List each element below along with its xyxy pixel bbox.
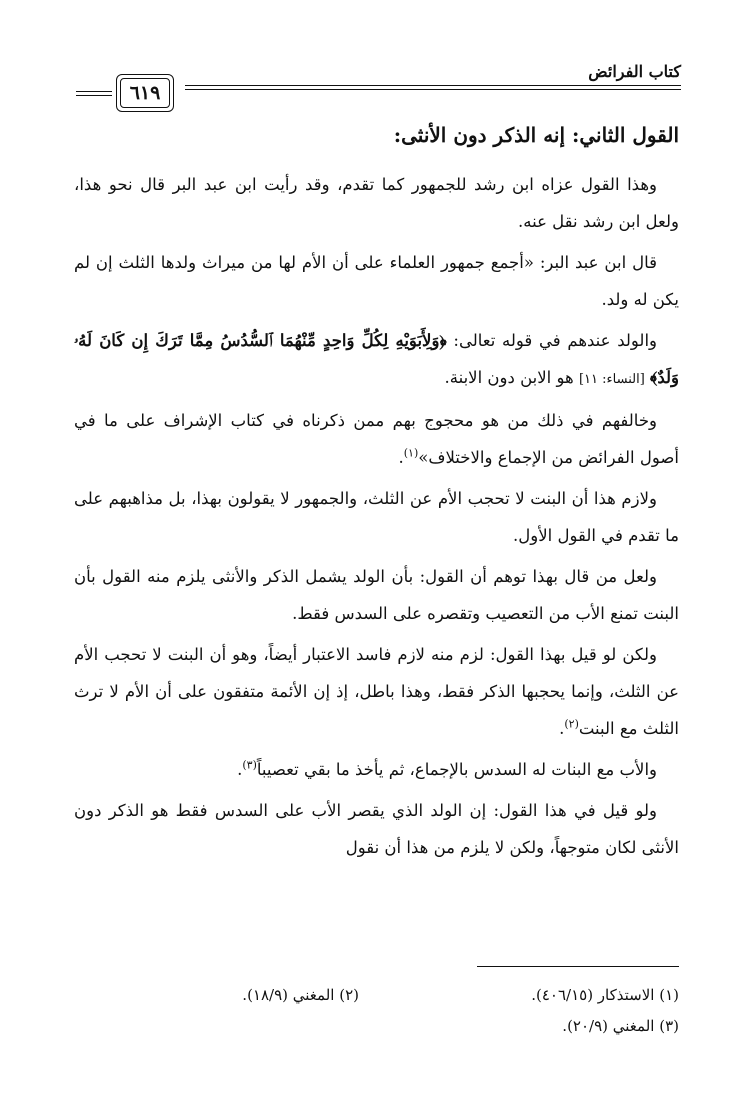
- paragraph-end: .: [237, 760, 243, 779]
- page-number-box: [116, 74, 174, 112]
- header-rule-right-top: [185, 85, 681, 86]
- footnote-rule: [477, 966, 679, 967]
- paragraph-text: ولكن لو قيل بهذا القول: لزم منه لازم فاسد الاعتبار أيضاً، وهو أن البنت لا تحجب الأم عن الثلث، وإنما يحجبها الذكر فقط، وهذا باطل، إذ إن الأئمة متفقون على أن الأم لا ترث الثلث مع البنت: [74, 645, 679, 738]
- running-title: كتاب الفرائض: [588, 62, 681, 81]
- header-rule-left-bottom: [76, 95, 112, 96]
- paragraph-text: وهذا القول عزاه ابن رشد للجمهور كما تقدم، وقد رأيت ابن عبد البر قال نحو هذا، ولعل ابن رشد نقل عنه.: [74, 175, 679, 231]
- header-rule-left-top: [76, 91, 112, 92]
- paragraph: [74, 322, 679, 398]
- paragraph: [74, 636, 679, 747]
- paragraph: [74, 166, 679, 240]
- paragraph-text: هو الابن دون الابنة.: [444, 368, 579, 387]
- paragraph: [74, 244, 679, 318]
- footnotes: [74, 980, 679, 1042]
- paragraph-text: والولد عندهم في قوله تعالى:: [446, 331, 657, 350]
- paragraph: [74, 792, 679, 866]
- footnote-marker: (١): [403, 446, 419, 460]
- footnote-1: (١) الاستذكار (٤٠٦/١٥).: [531, 986, 679, 1004]
- paragraph: [74, 402, 679, 476]
- footnote-row: [74, 1011, 679, 1042]
- footnote-marker: (٢): [564, 717, 579, 731]
- paragraph-text: ولعل من قال بهذا توهم أن القول: بأن الولد يشمل الذكر والأنثى يلزم منه القول بأن البنت تمنع الأب من التعصيب وتقصره على السدس فقط.: [74, 567, 679, 623]
- footnote-3: (٣) المغني (٢٠/٩).: [562, 1017, 679, 1035]
- page-number: ٦١٩: [120, 78, 170, 108]
- paragraph: [74, 558, 679, 632]
- paragraph-text: ولو قيل في هذا القول: إن الولد الذي يقصر الأب على السدس فقط هو الذكر دون الأنثى لكان متوجهاً، ولكن لا يلزم من هذا أن نقول: [74, 801, 679, 857]
- section-heading: القول الثاني: إنه الذكر دون الأنثى:: [393, 123, 679, 147]
- paragraph-end: .: [559, 719, 565, 738]
- paragraph: [74, 751, 679, 788]
- footnote-2: (٢) المغني (١٨/٩).: [242, 986, 359, 1004]
- footnote-marker: (٣): [242, 758, 257, 772]
- footnote-row: [74, 980, 679, 1011]
- header-rule-right-bottom: [185, 89, 681, 90]
- paragraph-text: ولازم هذا أن البنت لا تحجب الأم عن الثلث، والجمهور لا يقولون بهذا، بل مذاهبهم على ما تقدم في القول الأول.: [74, 489, 679, 545]
- paragraph-text: والأب مع البنات له السدس بالإجماع، ثم يأخذ ما بقي تعصيباً: [256, 760, 657, 779]
- paragraph: [74, 480, 679, 554]
- quran-verse: ﴿وَلِأَبَوَيْهِ لِكُلِّ وَاحِدٍ مِّنْهُمَا ٱلسُّدُسُ مِمَّا تَرَكَ إِن كَانَ لَهُۥ وَلَدٌ﴾: [74, 331, 679, 387]
- paragraph-text: وخالفهم في ذلك من هو محجوج بهم ممن ذكرناه في كتاب الإشراف على ما في أصول الفرائض من الإجماع والاختلاف»: [74, 411, 679, 467]
- verse-citation: [النساء: ١١]: [578, 372, 645, 387]
- paragraph-end: .: [398, 448, 404, 467]
- paragraph-text: قال ابن عبد البر: «أجمع جمهور العلماء على أن الأم لها من ميراث ولدها الثلث إن لم يكن له ولد.: [74, 253, 679, 309]
- body-text: [74, 116, 679, 870]
